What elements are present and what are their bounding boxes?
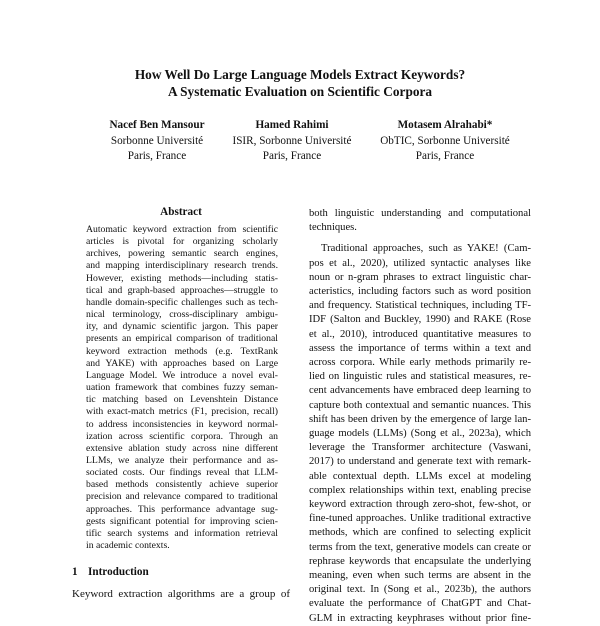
text-line: methods, which are confined to selecting explicit — [309, 527, 531, 539]
title-line: How Well Do Large Language Models Extract Keywords? — [134, 67, 466, 82]
text-line: IDF (Salton and Buckley, 1990) and RAKE (Rose — [309, 314, 531, 326]
text-line: tific search systems and information retrieval — [86, 527, 278, 539]
section-heading — [72, 566, 149, 578]
text-line: shift has been driven by the emergence of large lan- — [309, 413, 531, 425]
text-line: with exact-match metrics (F1, precision, recall) — [86, 406, 278, 418]
text-line: nical terminology, cross-disciplinary ambigu- — [86, 309, 278, 321]
text-line: techniques. — [309, 222, 357, 234]
author-block — [360, 118, 530, 165]
text-line: and YAKE) with approaches based on Large — [86, 357, 278, 369]
text-line: pos et al., 2020), utilized syntactic analyses like — [309, 257, 531, 269]
text-line: both linguistic understanding and computational — [309, 208, 531, 219]
text-line: sociated costs. Our findings reveal that LLM- — [86, 467, 278, 479]
text-line: and mapping interdisciplinary research trends. — [86, 260, 278, 272]
text-line: to address inconsistencies in keyword normal- — [86, 418, 278, 430]
paragraph-gap — [309, 235, 531, 242]
paper-title — [60, 66, 540, 100]
abstract-text — [86, 224, 278, 552]
text-line: leverage the Transformer architecture (Vaswani, — [309, 442, 531, 454]
text-line: extensive ablation study across nine different — [86, 442, 278, 454]
author-location: Paris, France — [415, 150, 475, 162]
right-column-text — [309, 207, 531, 626]
text-line: rephrase keywords that encapsulate the underlying — [309, 555, 531, 567]
text-line: Keyword extraction algorithms are a group of — [72, 588, 290, 600]
text-line: presents an empirical comparison of traditional — [86, 333, 278, 345]
text-line: ization across scientific corpora. Through an — [86, 430, 278, 442]
text-line: Language Model. We introduce a novel eval- — [86, 369, 278, 381]
text-line: cent advancements have embraced deep learning to — [309, 385, 531, 397]
author-affiliation: ISIR, Sorbonne Université — [232, 134, 352, 147]
text-line: terms from the text, generative models can create or — [309, 541, 531, 553]
text-line: gests significant potential for improving scien- — [86, 515, 278, 527]
intro-paragraph — [72, 587, 290, 601]
text-line: tical and graph-based approaches—struggle to — [86, 284, 278, 296]
title-line: A Systematic Evaluation on Scientific Corpora — [167, 84, 433, 99]
text-line: ity, and dynamic scientific jargon. This paper — [86, 321, 278, 333]
text-line: keyword extraction through zero-shot, few-shot, or — [309, 499, 531, 511]
text-line: keyword extraction methods (e.g. TextRank — [86, 345, 278, 357]
text-line: 2017) to understand and generate text with remark- — [309, 456, 531, 468]
text-line: articles is pivotal for organizing scholarly — [86, 236, 278, 248]
text-line: tic matching based on Levenshtein Distance — [86, 394, 278, 406]
text-line: based methods consistently achieve superior — [86, 479, 278, 491]
text-line: acteristics, including factors such as word position — [309, 286, 531, 298]
text-line: LLMs, we analyze their performance and as- — [86, 454, 278, 466]
author-affiliation: Sorbonne Université — [110, 134, 204, 147]
text-line: guage models (LLMs) (Song et al., 2023a), which — [309, 428, 531, 440]
text-line: et al., 2010), introduced quantitative measures to — [309, 328, 531, 340]
section-title: Introduction — [88, 566, 149, 578]
text-line: assess the importance of terms within a text and — [309, 342, 531, 354]
text-line: in academic contexts. — [86, 540, 170, 552]
text-line: lied on linguistic rules and statistical measures, re- — [309, 371, 531, 383]
author-affiliation: ObTIC, Sorbonne Université — [380, 134, 510, 147]
text-line: GLM in extracting keyphrases without prior fine- — [309, 612, 531, 624]
text-line: precision and relevance compared to traditional — [86, 491, 278, 503]
text-line: approaches. This performance advantage sug- — [86, 503, 278, 515]
text-line: fine-tuned approaches. Unlike traditional extractive — [309, 513, 531, 525]
author-block — [222, 118, 362, 165]
text-line: capture both contextual and semantic nuances. This — [309, 399, 531, 411]
author-name: Nacef Ben Mansour — [109, 119, 205, 131]
text-line: complex relationships within text, enabling precise — [309, 484, 531, 496]
author-block — [87, 118, 227, 165]
text-line: evaluate the performance of ChatGPT and Chat- — [309, 598, 531, 610]
text-line: uation framework that combines fuzzy seman- — [86, 382, 278, 394]
author-name: Motasem Alrahabi* — [397, 119, 493, 131]
text-line: Traditional approaches, such as YAKE! (Cam- — [321, 243, 531, 255]
section-number: 1 — [72, 566, 78, 578]
text-line: However, existing methods—including statis- — [86, 272, 278, 284]
author-name: Hamed Rahimi — [255, 119, 329, 131]
text-line: Automatic keyword extraction from scientific — [86, 224, 278, 235]
author-location: Paris, France — [262, 150, 322, 162]
text-line: handle domain-specific challenges such as tech- — [86, 296, 278, 308]
text-line: original text. In (Song et al., 2023b), the authors — [309, 584, 531, 596]
text-line: noun or n-gram phrases to extract linguistic char- — [309, 271, 531, 283]
text-line: across corpora. While early methods primarily re- — [309, 357, 531, 369]
text-line: and frequency. Statistical techniques, including TF- — [309, 300, 531, 312]
author-location: Paris, France — [127, 150, 187, 162]
abstract-heading: Abstract — [160, 206, 202, 218]
text-line: meaning, even when such terms are absent in the — [309, 570, 531, 582]
text-line: archives, powering semantic search engines, — [86, 248, 278, 260]
text-line: able contextual depth. LLMs excel at modeling — [309, 470, 531, 482]
